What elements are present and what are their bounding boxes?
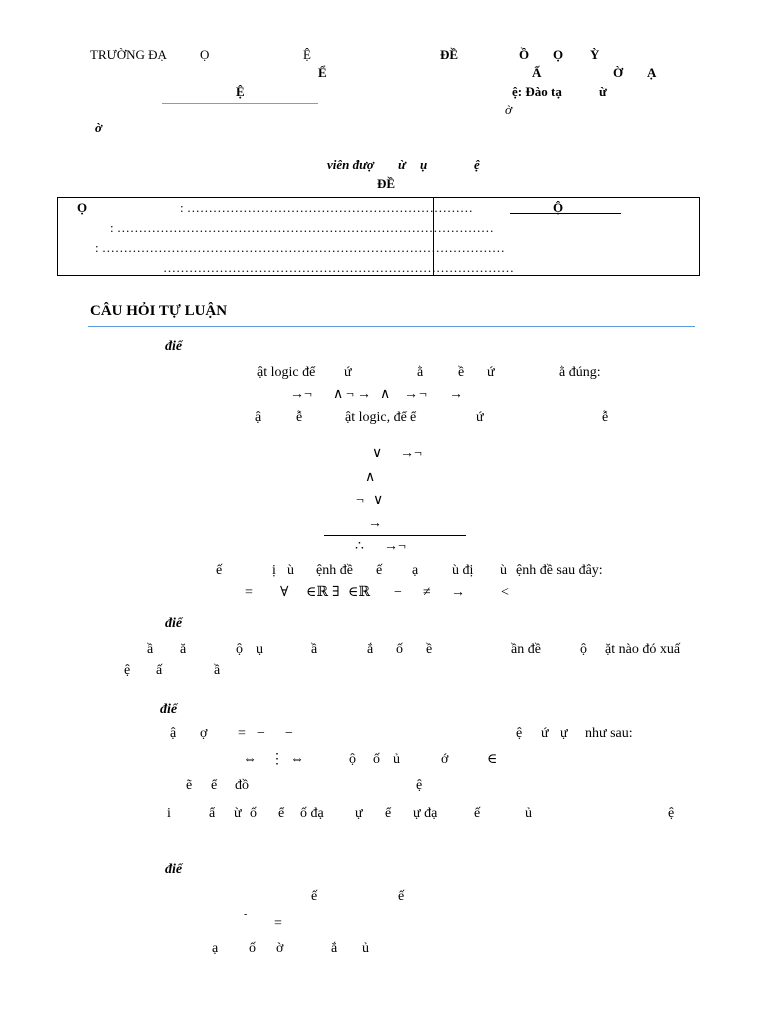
- header-fragment: ờ: [95, 120, 102, 135]
- q2-text: ấ: [156, 663, 163, 678]
- q2-text: ầ: [214, 663, 221, 678]
- q1-symbol: ¬: [419, 387, 427, 402]
- q3-text: ẩ: [209, 806, 216, 821]
- q3-text: i: [167, 806, 171, 821]
- q3-symbol: ∈: [487, 752, 498, 767]
- q1-argument-rule: [324, 535, 466, 536]
- header-fragment: Ờ: [613, 65, 624, 80]
- header-line-2: [0, 64, 768, 82]
- q1-text: ễ: [296, 410, 303, 425]
- exam-code-line: [0, 175, 768, 193]
- q2-text: ề: [426, 642, 433, 657]
- q3-text: ự: [560, 726, 568, 741]
- q2-text: ắ: [367, 642, 374, 657]
- q1-symbol: ¬: [356, 493, 364, 508]
- q3-symbol: −: [285, 726, 293, 741]
- q3-text: như sau:: [585, 726, 633, 741]
- q1-symbol: ≠: [423, 585, 431, 600]
- q4-line: [0, 940, 768, 958]
- q1-symbol: ∃: [332, 585, 340, 600]
- q1-symbol: ∨: [372, 446, 383, 461]
- q4-symbol: =: [274, 916, 282, 931]
- q3-text: ố đạ: [300, 806, 324, 821]
- q1-premise: [0, 445, 768, 463]
- q1-text: ế: [216, 563, 223, 578]
- q1-text: ứ: [487, 365, 495, 380]
- q2-label-line: [0, 615, 768, 633]
- q3-text: ẽ: [186, 778, 193, 793]
- q3-line: [0, 725, 768, 743]
- q3-text: đồ: [235, 778, 249, 793]
- q3-text: ừ: [234, 806, 242, 821]
- exam-title-fragment: Ỳ: [590, 47, 600, 62]
- q3-symbol: ⇔: [243, 752, 257, 767]
- q1-line: [0, 364, 768, 382]
- instruction-fragment: ụ: [420, 157, 428, 172]
- q3-text: ệ: [668, 806, 675, 821]
- q3-text: ợ: [200, 726, 208, 741]
- q4-text: ố: [249, 941, 256, 956]
- q1-text: ế: [376, 563, 383, 578]
- q3-text: ệ: [516, 726, 523, 741]
- q3-text: ủ: [525, 806, 532, 821]
- header-fragment: Ệ: [236, 84, 245, 99]
- q4-text: ế: [311, 889, 318, 904]
- info-fill-line: ………………………………………………………………………: [163, 260, 514, 275]
- q2-text: ầ: [311, 642, 318, 657]
- q3-symbol: ⇔: [290, 752, 304, 767]
- q1-points-label: điể: [165, 339, 183, 354]
- q1-text: ằ: [417, 365, 424, 380]
- q2-text: ă: [180, 642, 187, 657]
- q1-symbol: ∀: [280, 585, 289, 600]
- info-fill-line: : …………………………………………………………………………………: [95, 240, 505, 255]
- score-underline: [510, 213, 621, 214]
- q1-symbol: ∈ℝ: [348, 585, 370, 600]
- q3-text: ự đạ: [413, 806, 438, 821]
- section-title: CÂU HỎI TỰ LUẬN: [90, 303, 228, 319]
- q1-symbol: −: [394, 585, 402, 600]
- q4-text: ạ: [212, 941, 219, 956]
- q3-text: ố: [373, 752, 380, 767]
- q3-text: ệ: [416, 778, 423, 793]
- q3-text: ớ: [441, 752, 449, 767]
- q4-symbol: -: [244, 909, 248, 920]
- q1-text: ị: [272, 563, 276, 578]
- info-row-1: [0, 199, 768, 217]
- q1-symbol: ∴: [355, 539, 364, 554]
- info-fill-line: : ……………………………………………………………………………: [110, 220, 494, 235]
- q1-symbol: ∈ℝ: [306, 585, 328, 600]
- q1-symbol: →: [449, 387, 463, 402]
- q4-text: ắ: [331, 941, 338, 956]
- q4-line: [0, 888, 768, 906]
- exam-code-label: ĐỀ: [377, 176, 396, 191]
- q1-symbol: ¬: [346, 387, 354, 402]
- q1-premise: [0, 469, 768, 487]
- q3-text: ậ: [170, 726, 177, 741]
- q1-text: ậ: [255, 410, 262, 425]
- q1-text: ật logic, để: [345, 410, 407, 425]
- q3-text: ứ: [541, 726, 549, 741]
- q1-line: [0, 562, 768, 580]
- q1-symbol: =: [245, 585, 253, 600]
- q3-label-line: [0, 701, 768, 719]
- instruction-fragment: ệ: [474, 157, 480, 172]
- q1-premise: [0, 515, 768, 533]
- q1-text: ệnh đề sau đây:: [516, 563, 603, 578]
- section-heading: [0, 302, 768, 320]
- q3-line: [0, 805, 768, 823]
- q2-text: ố: [396, 642, 403, 657]
- q4-text: ủ: [362, 941, 369, 956]
- q1-text: ằ đúng:: [559, 365, 601, 380]
- q1-symbol: →: [368, 516, 382, 531]
- q3-text: ể: [211, 778, 218, 793]
- q1-statement: [0, 584, 768, 602]
- q3-text: ộ: [349, 752, 356, 767]
- q2-text: ệ: [124, 663, 131, 678]
- q3-line: [0, 777, 768, 795]
- instruction-line: [0, 156, 768, 174]
- q2-text: ộ: [580, 642, 587, 657]
- header-fragment: Ọ: [200, 47, 210, 62]
- q4-label-line: [0, 861, 768, 879]
- header-line-3: [0, 83, 768, 101]
- q1-symbol: →: [404, 387, 418, 402]
- info-label: Ọ: [77, 200, 88, 215]
- q1-text: ù: [287, 563, 294, 578]
- q1-symbol: →: [451, 585, 465, 600]
- q4-formula: [0, 906, 768, 931]
- q3-line: [0, 751, 768, 769]
- header-fragment: ừ: [599, 84, 607, 99]
- info-fill-line: : …………………………………………………………: [180, 200, 473, 215]
- q2-text: ộ: [236, 642, 243, 657]
- exam-title: ĐỀ: [440, 47, 459, 62]
- q2-text: ụ: [256, 642, 263, 657]
- q1-text: ề: [458, 365, 465, 380]
- exam-title-fragment: Ọ: [553, 47, 564, 62]
- q1-symbol: ∧: [365, 470, 376, 485]
- section-rule: [88, 326, 695, 327]
- q1-symbol: <: [501, 585, 509, 600]
- q1-symbol: →¬: [400, 446, 422, 461]
- school-name: TRƯỜNG ĐẠ: [90, 47, 167, 62]
- q2-text: ầ: [147, 642, 154, 657]
- q3-text: ự: [355, 806, 363, 821]
- instruction-fragment: ừ: [398, 157, 406, 172]
- header-line-5: [0, 119, 768, 137]
- q1-symbol: →¬: [384, 539, 406, 554]
- q1-text: ứ: [344, 365, 352, 380]
- q1-symbol: ∧: [333, 387, 344, 402]
- info-row-2: [0, 219, 768, 237]
- q1-conclusion: [0, 538, 768, 556]
- q1-text: ật logic để: [257, 365, 316, 380]
- q1-text: ễ: [602, 410, 609, 425]
- header-fragment: Ạ: [647, 65, 657, 80]
- q3-text: ể: [278, 806, 285, 821]
- header-fragment: Ấ: [532, 65, 542, 80]
- q3-text: ố: [250, 806, 257, 821]
- q1-formula: [0, 386, 768, 404]
- q3-text: ể: [385, 806, 392, 821]
- q1-text: ạ: [412, 563, 419, 578]
- header-line-4: [0, 101, 768, 119]
- q1-line: [0, 409, 768, 427]
- q2-line: [0, 662, 768, 680]
- training-system-label: ệ: Đào tạ: [512, 84, 562, 99]
- q1-premise: [0, 492, 768, 510]
- info-row-3: [0, 239, 768, 257]
- header-fragment: Ệ: [303, 47, 311, 62]
- q2-points-label: điể: [165, 616, 183, 631]
- score-label: Ộ: [553, 200, 564, 215]
- q1-symbol: ∧: [380, 387, 391, 402]
- header-fragment: Ể: [318, 65, 327, 80]
- q3-symbol: =: [238, 726, 246, 741]
- q3-text: ế: [474, 806, 481, 821]
- q1-text: ù đị: [452, 563, 474, 578]
- q1-text: ứ: [476, 410, 484, 425]
- q2-line: [0, 641, 768, 659]
- q4-text: ế: [398, 889, 405, 904]
- q3-symbol: ⋮: [270, 752, 284, 767]
- q4-points-label: điể: [165, 862, 183, 877]
- q3-points-label: điể: [160, 702, 178, 717]
- q1-text: ệnh đề: [316, 563, 353, 578]
- header-line-1: [0, 46, 768, 64]
- q2-text: ần đề: [511, 642, 541, 657]
- header-fragment: ờ: [505, 102, 512, 117]
- q1-symbol: ∨: [373, 493, 384, 508]
- q3-text: ủ: [393, 752, 400, 767]
- q4-text: ờ: [276, 941, 284, 956]
- q1-text: ể: [410, 410, 417, 425]
- q1-symbol: →: [357, 387, 371, 402]
- q1-symbol: →¬: [290, 387, 312, 402]
- exam-title-fragment: Ồ: [519, 47, 530, 62]
- q1-label-line: [0, 338, 768, 356]
- info-row-4: [0, 259, 768, 277]
- q1-text: ù: [500, 563, 507, 578]
- q3-symbol: −: [257, 726, 265, 741]
- instruction-fragment: viên đượ: [327, 157, 374, 172]
- q2-text: ặt nào đó xuấ: [605, 642, 681, 657]
